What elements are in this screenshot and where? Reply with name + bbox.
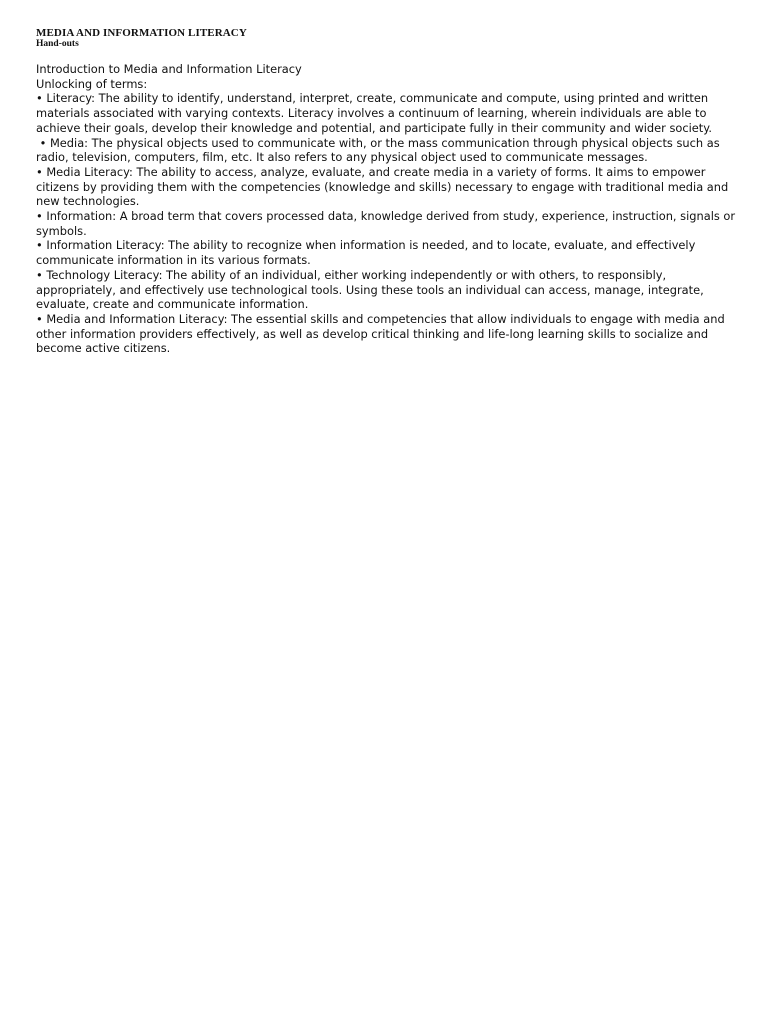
term-media-literacy: • Media Literacy: The ability to access, analyze, evaluate, and create media in a variety of forms. It aims to empower citizens by providing them with the competencies (knowledge and skills) necessary to engage with traditional media and new technologies. <box>36 164 729 209</box>
document-body <box>36 62 736 356</box>
document-title: MEDIA AND INFORMATION LITERACY <box>36 27 247 39</box>
term-technology-literacy: • Technology Literacy: The ability of an individual, either working independently or with others, to responsibly, appropriately, and effectively use technological tools. Using these tools an individual can access, manage, integrate, evaluate, create and communicate information. <box>36 267 704 312</box>
term-media-and-information-literacy: • Media and Information Literacy: The essential skills and competencies that allow individuals to engage with media and other information providers effectively, as well as develop critical thinking and life-long learning skills to socialize and become active citizens. <box>36 311 725 356</box>
document-subtitle: Hand-outs <box>36 39 79 49</box>
term-information-literacy: • Information Literacy: The ability to recognize when information is needed, and to locate, evaluate, and effectively communicate information in its various formats. <box>36 238 696 268</box>
term-literacy: • Literacy: The ability to identify, understand, interpret, create, communicate and compute, using printed and written materials associated with varying contexts. Literacy involves a continuum of learning, wherein individuals are able to achieve their goals, develop their knowledge and potential, and participate fully in their community and wider society. <box>36 91 713 135</box>
term-media: • Media: The physical objects used to communicate with, or the mass communication through physical objects such as radio, television, computers, film, etc. It also refers to any physical object used to communicate messages. <box>36 135 724 165</box>
intro-heading: Introduction to Media and Information Literacy <box>36 62 302 76</box>
unlocking-heading: Unlocking of terms: <box>36 76 148 91</box>
document-page <box>36 27 736 356</box>
term-information: • Information: A broad term that covers processed data, knowledge derived from study, experience, instruction, signals or symbols. <box>36 209 736 238</box>
